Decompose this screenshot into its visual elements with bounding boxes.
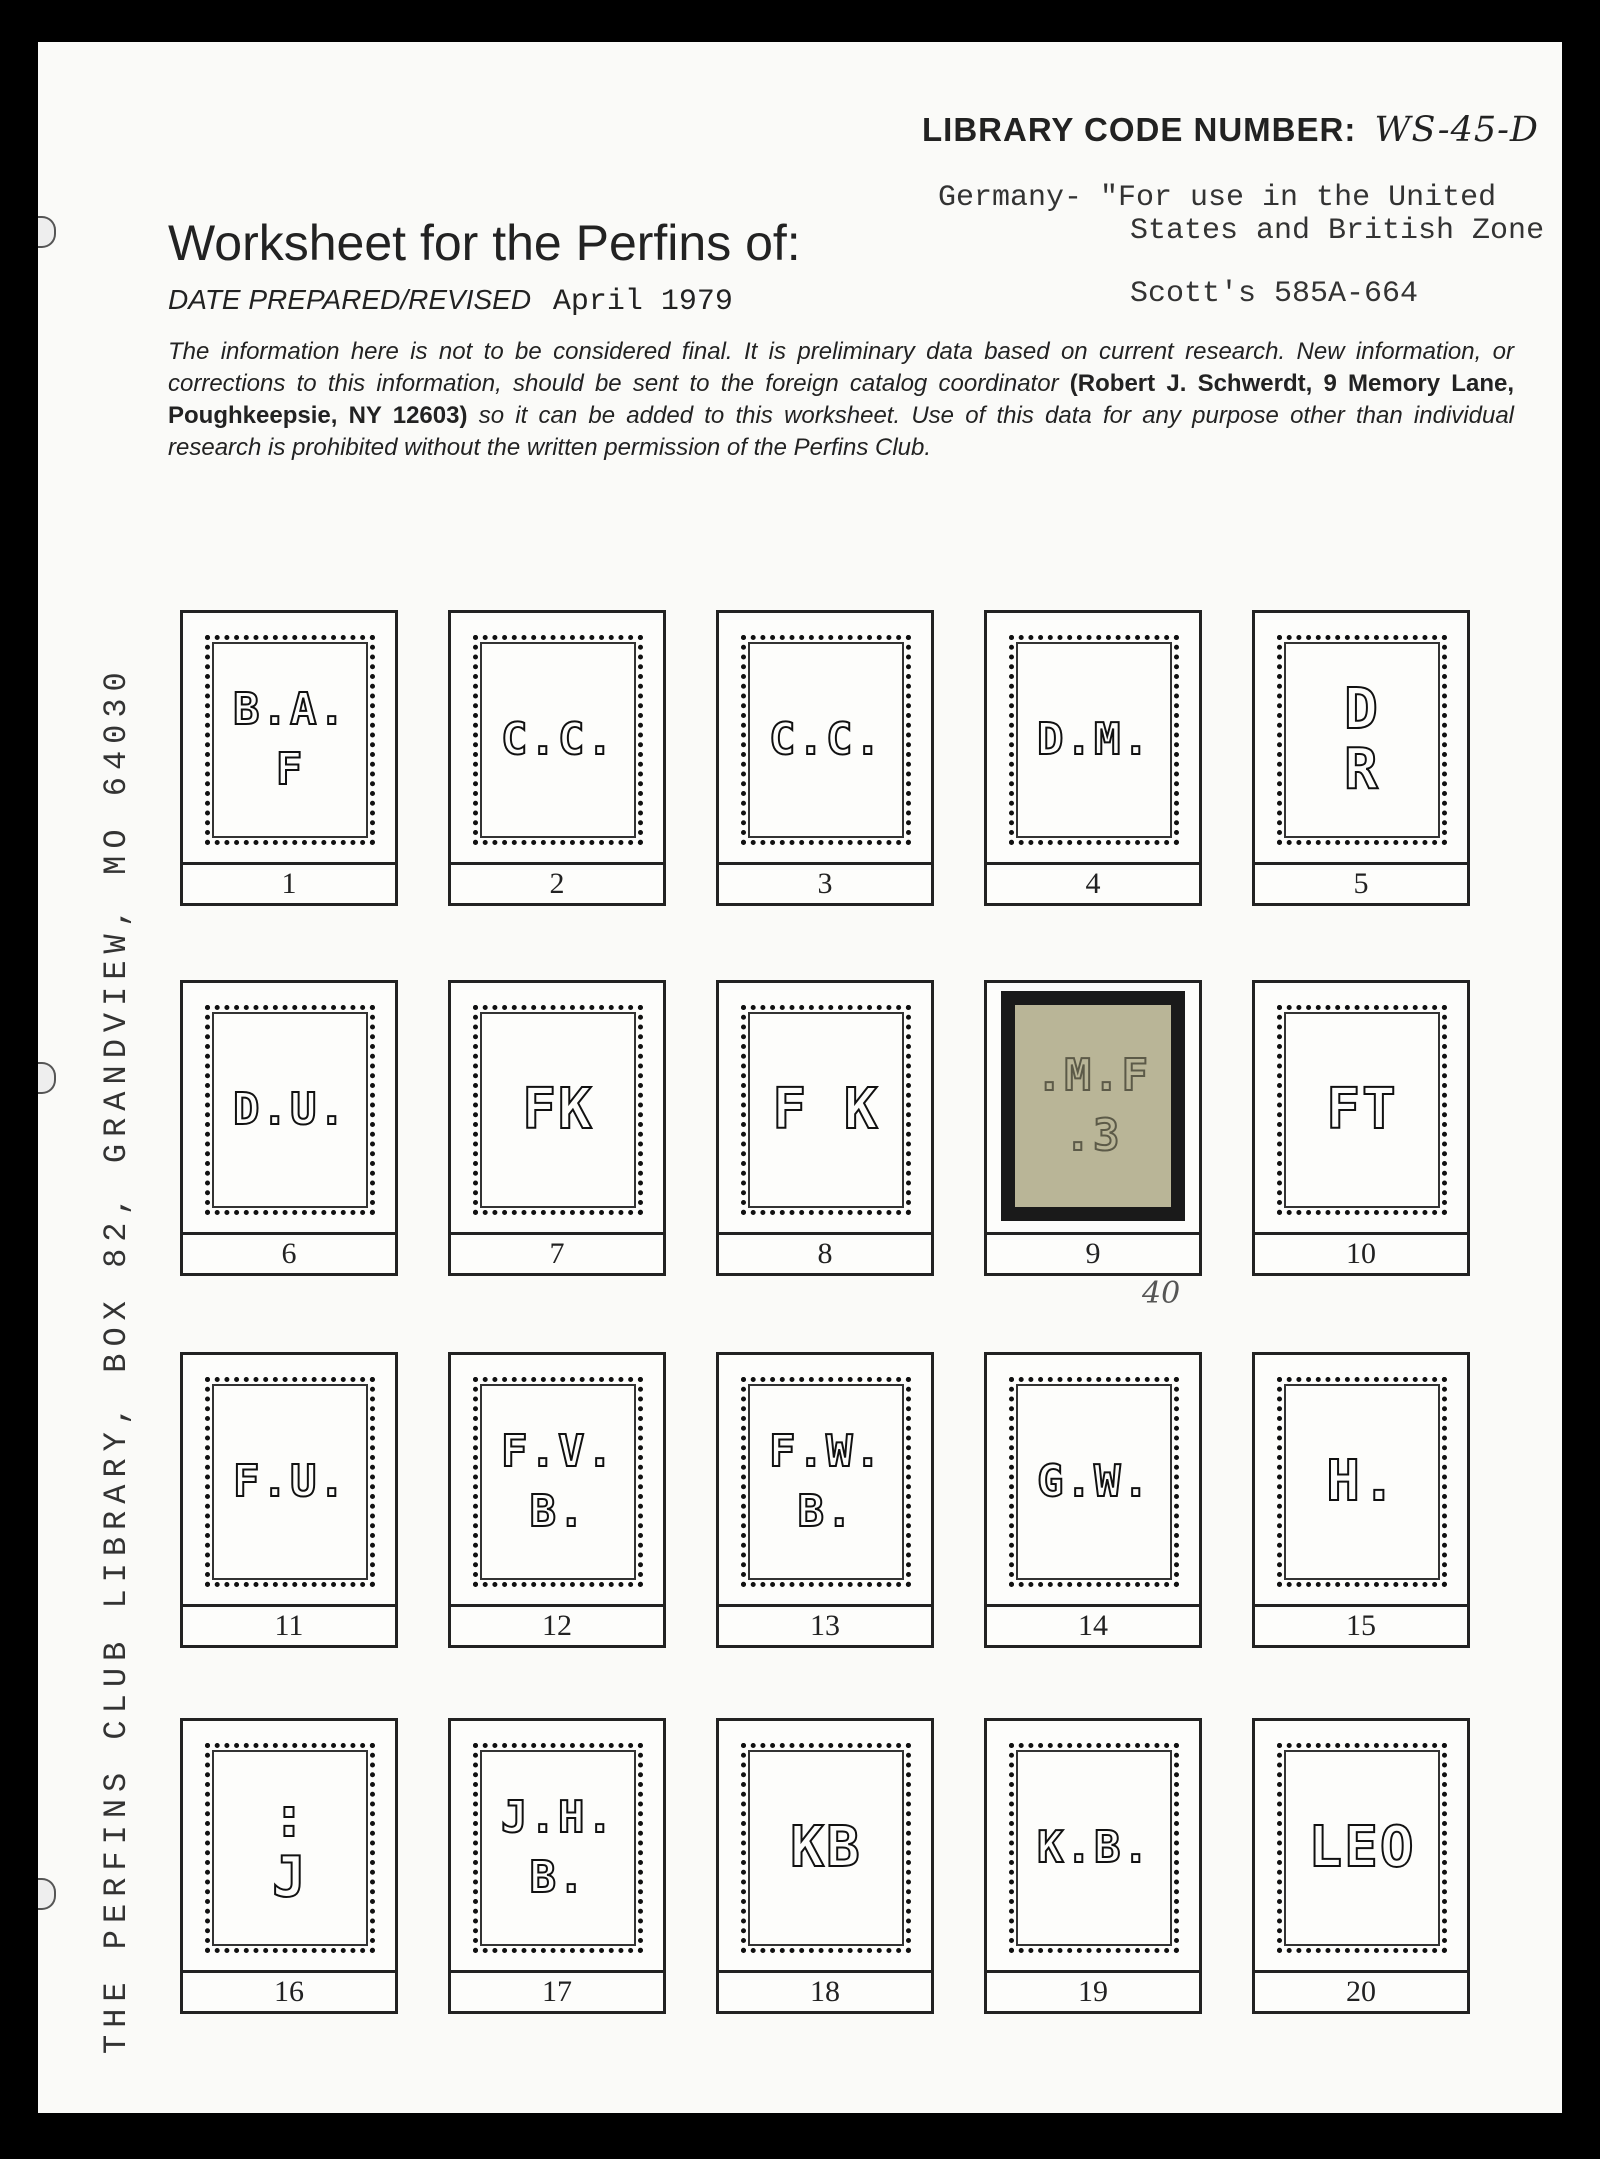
perfin-pattern: D.M. (1037, 714, 1151, 765)
perfin-pattern: C.C. (769, 714, 883, 765)
handwritten-note: 40 (1142, 1276, 1181, 1311)
card-divider (719, 1232, 931, 1235)
perfin-number: 1 (281, 867, 297, 900)
perfin-number: 19 (1078, 1975, 1108, 2008)
country-line-1: Germany- "For use in the United (938, 181, 1497, 215)
perfin-pattern: FK (522, 1077, 594, 1142)
library-code-value: WS-45-D (1374, 110, 1539, 150)
perfin-card (180, 1718, 398, 2014)
card-divider (719, 1970, 931, 1973)
stamp-outline (1277, 1743, 1447, 1953)
card-divider (183, 1604, 395, 1607)
card-divider (451, 1604, 663, 1607)
perfin-pattern: K.B. (1037, 1822, 1151, 1873)
disclaimer-text-1: The information here is not to be considered final. It is preliminary data based on current research. New information, or corrections to this information, should be sent to the foreign catalog coordinator (168, 338, 1514, 397)
stamp-outline (741, 1743, 911, 1953)
perfin-card (984, 1718, 1202, 2014)
perfin-number: 20 (1346, 1975, 1376, 2008)
disclaimer-address: (Robert J. Schwerdt, 9 Memory Lane, Poughkeepsie, NY 12603) (168, 370, 1514, 429)
disclaimer-text-2: so it can be added to this worksheet. Use of this data for any purpose other than individual research is prohibited without the written permission of the Perfins Club. (168, 402, 1514, 461)
perfin-card (180, 1352, 398, 1648)
perfin-number: 3 (817, 867, 833, 900)
perfin-card (716, 610, 934, 906)
binder-hole (38, 1878, 56, 1910)
perfin-pattern: KB (790, 1815, 862, 1880)
perfin-number: 2 (549, 867, 565, 900)
perfin-card (180, 980, 398, 1276)
stamp-outline (473, 635, 643, 845)
card-divider (1255, 1604, 1467, 1607)
card-divider (719, 1604, 931, 1607)
perfin-number: 17 (542, 1975, 572, 2008)
perfin-pattern: F.W. B. (769, 1426, 883, 1537)
perfin-card (1252, 980, 1470, 1276)
perfin-number: 8 (817, 1237, 833, 1270)
perfin-card (984, 610, 1202, 906)
perfin-pattern: H. (1326, 1449, 1398, 1514)
perfin-number: 14 (1078, 1609, 1108, 1642)
perfin-pattern: B.A. F (233, 684, 347, 795)
stamp-outline (741, 1377, 911, 1587)
worksheet-page (38, 42, 1562, 2113)
binder-hole (38, 1062, 56, 1094)
card-divider (451, 1232, 663, 1235)
date-value: April 1979 (552, 285, 733, 319)
perfin-pattern: FT (1326, 1077, 1398, 1142)
perfin-card (448, 980, 666, 1276)
stamp-outline (741, 635, 911, 845)
card-divider (451, 1970, 663, 1973)
card-divider (987, 1970, 1199, 1973)
stamp-outline (1277, 635, 1447, 845)
perfin-pattern: D R (1344, 677, 1380, 802)
stamp-outline (741, 1005, 911, 1215)
perfin-pattern: F.U. (233, 1456, 347, 1507)
stamp-outline (1009, 1377, 1179, 1587)
perfin-number: 6 (281, 1237, 297, 1270)
perfin-number: 10 (1346, 1237, 1376, 1270)
perfin-number: 5 (1353, 867, 1369, 900)
perfin-pattern: D.U. (233, 1084, 347, 1135)
perfin-number: 7 (549, 1237, 565, 1270)
perfin-number: 12 (542, 1609, 572, 1642)
perfin-pattern: J.H. B. (501, 1792, 615, 1903)
perfin-number: 15 (1346, 1609, 1376, 1642)
stamp-outline (205, 635, 375, 845)
card-divider (451, 862, 663, 865)
card-divider (183, 1970, 395, 1973)
card-divider (987, 862, 1199, 865)
library-code-label: LIBRARY CODE NUMBER: (922, 111, 1357, 148)
stamp-outline (1009, 1743, 1179, 1953)
perfin-number: 9 (1085, 1237, 1101, 1270)
perfin-number: 4 (1085, 867, 1101, 900)
side-library-address: THE PERFINS CLUB LIBRARY, BOX 82, GRANDVIEW, MO 64030 (98, 665, 135, 2054)
binder-hole (38, 216, 56, 248)
perfin-card (448, 1352, 666, 1648)
date-label: DATE PREPARED/REVISED (168, 284, 532, 315)
stamp-outline (1277, 1377, 1447, 1587)
card-divider (183, 862, 395, 865)
perfin-card (984, 980, 1202, 1276)
perfin-card (1252, 1352, 1470, 1648)
perfin-number: 11 (274, 1609, 304, 1642)
stamp-outline (205, 1005, 375, 1215)
perfin-card (984, 1352, 1202, 1648)
disclaimer (168, 336, 1514, 464)
perfin-card (716, 1352, 934, 1648)
perfin-pattern: G.W. (1037, 1456, 1151, 1507)
stamp-outline (205, 1743, 375, 1953)
stamp-outline (473, 1377, 643, 1587)
card-divider (1255, 1232, 1467, 1235)
perfin-number: 13 (810, 1609, 840, 1642)
perfin-number: 16 (274, 1975, 304, 2008)
country-line-2: States and British Zone (1130, 214, 1545, 248)
perfin-card (716, 980, 934, 1276)
date-prepared (168, 284, 733, 319)
card-divider (987, 1604, 1199, 1607)
stamp-photo (1001, 991, 1185, 1221)
scott-catalog-range: Scott's 585A-664 (1130, 277, 1419, 311)
perfin-card (1252, 1718, 1470, 2014)
perfin-card (716, 1718, 934, 2014)
stamp-outline (473, 1005, 643, 1215)
card-divider (1255, 1970, 1467, 1973)
card-divider (719, 862, 931, 865)
stamp-outline (1277, 1005, 1447, 1215)
perfin-card (1252, 610, 1470, 906)
perfin-pattern: F.V. B. (501, 1426, 615, 1537)
perfin-pattern: : J (272, 1785, 308, 1910)
card-divider (183, 1232, 395, 1235)
perfin-pattern: LEO (1308, 1815, 1416, 1880)
perfin-pattern: C.C. (501, 714, 615, 765)
perfin-pattern: F K (772, 1077, 880, 1142)
page-title: Worksheet for the Perfins of: (168, 215, 801, 271)
library-code (922, 110, 1539, 150)
perfin-card (448, 610, 666, 906)
perfin-card (180, 610, 398, 906)
stamp-outline (1009, 635, 1179, 845)
perfin-card (448, 1718, 666, 2014)
stamp-outline (205, 1377, 375, 1587)
perfin-pattern: .M.F .3 (1036, 1050, 1150, 1161)
perfin-number: 18 (810, 1975, 840, 2008)
card-divider (987, 1232, 1199, 1235)
card-divider (1255, 862, 1467, 865)
stamp-outline (473, 1743, 643, 1953)
